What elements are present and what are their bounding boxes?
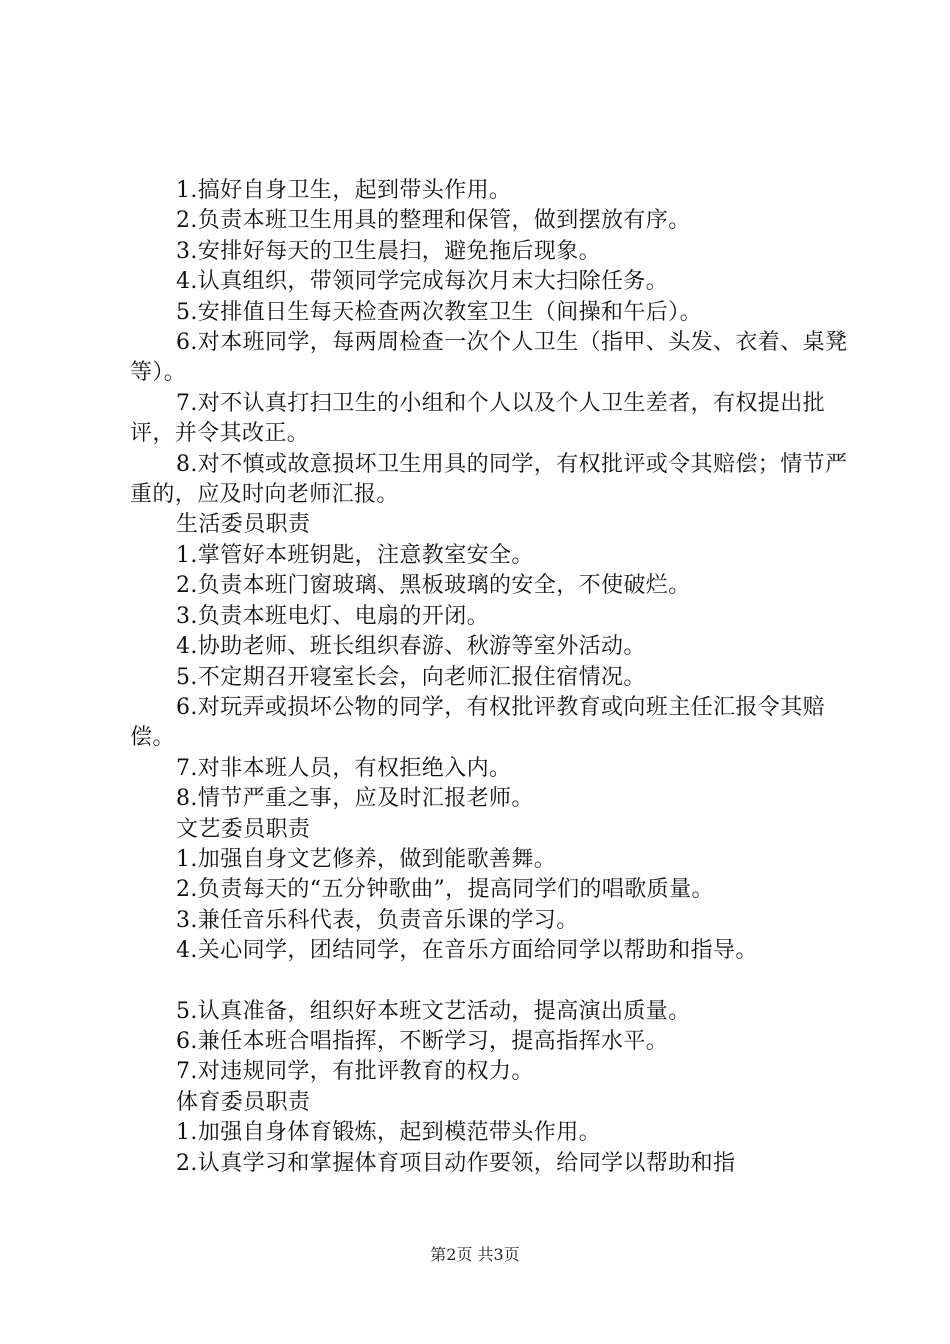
paragraph-10: 1.掌管好本班钥匙，注意教室安全。: [176, 542, 534, 568]
paragraph-14: 5.不定期召开寝室长会，向老师汇报住宿情况。: [176, 664, 646, 690]
paragraph-7: 7.对不认真打扫卫生的小组和个人以及个人卫生差者，有权提出批评，并令其改正。: [130, 390, 825, 447]
paragraph-13: 4.协助老师、班长组织春游、秋游等室外活动。: [176, 634, 646, 660]
paragraph-17: 8.情节严重之事，应及时汇报老师。: [176, 786, 534, 812]
paragraph-6: 6.对本班同学，每两周检查一次个人卫生（指甲、头发、衣着、桌凳等）。: [130, 330, 848, 386]
paragraph-19: 1.加强自身文艺修养，做到能歌善舞。: [176, 846, 557, 872]
paragraph-12: 3.负责本班电灯、电扇的开闭。: [176, 603, 489, 629]
paragraph-11: 2.负责本班门窗玻璃、黑板玻璃的安全，不使破烂。: [176, 573, 691, 599]
paragraph-16: 7.对非本班人员，有权拒绝入内。: [176, 755, 512, 781]
paragraph-20: 2.负责每天的“五分钟歌曲”，提高同学们的唱歌质量。: [176, 877, 714, 903]
paragraph-23: 5.认真准备，组织好本班文艺活动，提高演出质量。: [176, 998, 691, 1024]
paragraph-28: 2.认真学习和掌握体育项目动作要领，给同学以帮助和指: [176, 1150, 736, 1176]
paragraph-1: 1.搞好自身卫生，起到带头作用。: [176, 178, 512, 203]
paragraph-4: 4.认真组织，带领同学完成每次月末大扫除任务。: [176, 269, 669, 295]
paragraph-3: 3.安排好每天的卫生晨扫，避免拖后现象。: [176, 238, 601, 264]
paragraph-5: 5.安排值日生每天检查两次教室卫生（间操和午后）。: [176, 299, 702, 325]
page-footer: 第2页 共3页: [430, 1245, 520, 1264]
section-heading-life-committee: 生活委员职责: [176, 512, 311, 538]
paragraph-22: 4.关心同学，团结同学，在音乐方面给同学以帮助和指导。: [176, 938, 758, 964]
document-body: [130, 176, 850, 1179]
paragraph-27: 1.加强自身体育锻炼，起到模范带头作用。: [176, 1120, 601, 1146]
paragraph-8: 8.对不慎或故意损坏卫生用具的同学，有权批评或令其赔偿；情节严重的，应及时向老师汇报。: [130, 451, 848, 508]
paragraph-25: 7.对违规同学，有批评教育的权力。: [176, 1059, 534, 1085]
paragraph-24: 6.兼任本班合唱指挥，不断学习，提高指挥水平。: [176, 1028, 669, 1054]
section-heading-sports-committee: 体育委员职责: [176, 1089, 311, 1115]
paragraph-15: 6.对玩弄或损坏公物的同学，有权批评教育或向班主任汇报令其赔偿。: [130, 694, 825, 751]
paragraph-21: 3.兼任音乐科代表，负责音乐课的学习。: [176, 907, 579, 933]
paragraph-2: 2.负责本班卫生用具的整理和保管，做到摆放有序。: [176, 208, 691, 234]
section-heading-arts-committee: 文艺委员职责: [176, 816, 311, 842]
